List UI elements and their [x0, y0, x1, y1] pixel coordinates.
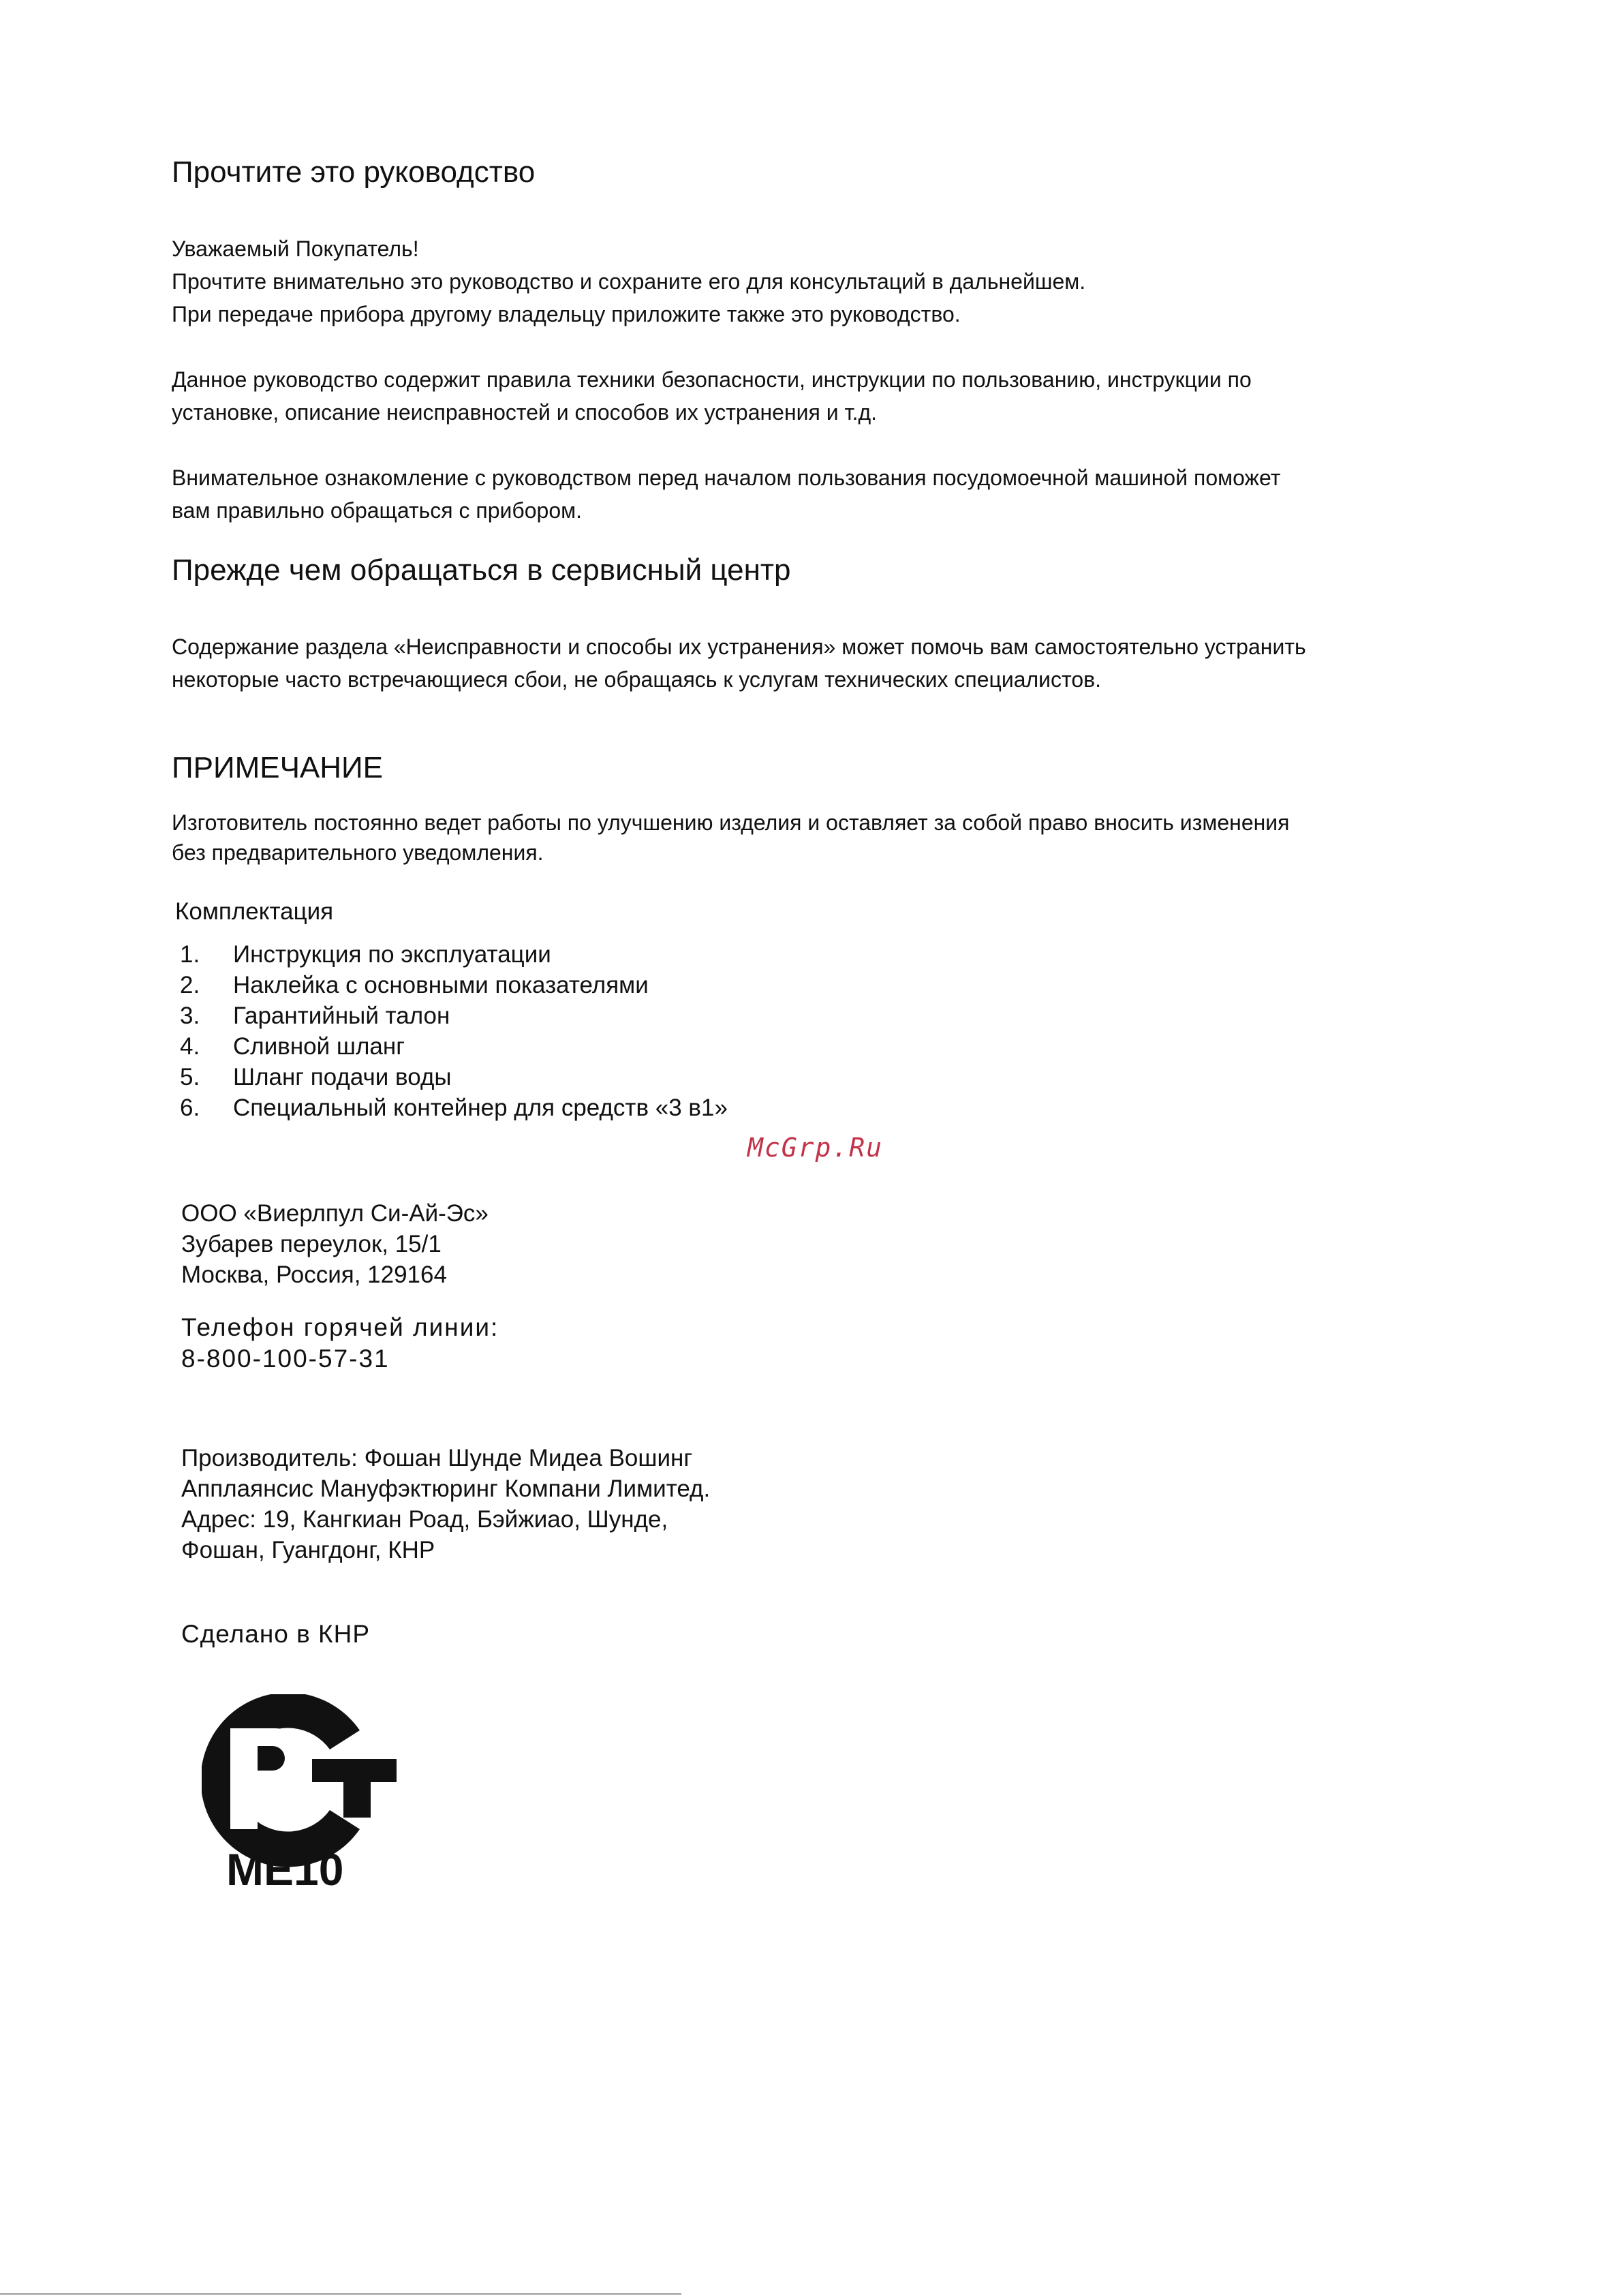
list-item-number: 6. — [180, 1095, 200, 1121]
list-item — [180, 939, 728, 970]
list-item-number: 2. — [180, 972, 200, 998]
text-line: вам правильно обращаться с прибором. — [172, 498, 583, 523]
text-line: При передаче прибора другому владельцу приложите также это руководство. — [172, 302, 961, 326]
paragraph-note — [172, 808, 1289, 868]
list-item-number: 4. — [180, 1033, 200, 1060]
list-item — [180, 1092, 728, 1123]
pct-certification-mark-icon — [202, 1694, 406, 1892]
manufacturer-info — [181, 1443, 710, 1565]
text-line: некоторые часто встречающиеся сбои, не обращаясь к услугам технических специалистов. — [172, 667, 1102, 692]
list-item — [180, 1062, 728, 1092]
watermark: McGrp.Ru — [747, 1133, 884, 1163]
text-line: Прочтите внимательно это руководство и сохраните его для консультаций в дальнейшем. — [172, 269, 1086, 294]
manufacturer-line: Производитель: Фошан Шунде Мидеа Вошинг — [181, 1445, 693, 1471]
text-line: Данное руководство содержит правила техники безопасности, инструкции по пользованию, инструкции по — [172, 367, 1252, 392]
text-line: Внимательное ознакомление с руководством перед началом пользования посудомоечной машиной поможет — [172, 465, 1281, 490]
list-item-number: 1. — [180, 941, 200, 968]
kit-title: Комплектация — [175, 898, 334, 925]
greeting-text: Уважаемый Покупатель! — [172, 236, 419, 261]
text-line: установке, описание неисправностей и способов их устранения и т.д. — [172, 400, 878, 425]
manufacturer-line: Апплаянсис Мануфэктюринг Компани Лимитед. — [181, 1475, 711, 1502]
heading-service-center: Прежде чем обращаться в сервисный центр — [172, 553, 791, 587]
paragraph-greeting — [172, 232, 1085, 331]
manufacturer-line: Адрес: 19, Кангкиан Роад, Бэйжиао, Шунде, — [181, 1506, 668, 1533]
address-line: Зубарев переулок, 15/1 — [181, 1231, 442, 1257]
hotline-label: Телефон горячей линии: — [181, 1313, 499, 1341]
list-item — [180, 1031, 728, 1062]
kit-list — [180, 939, 728, 1123]
certification-code: ME10 — [226, 1844, 344, 1892]
list-item-text: Гарантийный талон — [233, 1002, 450, 1029]
text-line: Изготовитель постоянно ведет работы по улучшению изделия и оставляет за собой право вносить изменения — [172, 810, 1290, 835]
manufacturer-line: Фошан, Гуангдонг, КНР — [181, 1537, 435, 1563]
list-item-number: 5. — [180, 1064, 200, 1090]
made-in-label: Сделано в КНР — [181, 1620, 371, 1648]
list-item — [180, 970, 728, 1000]
hotline-number: 8-800-100-57-31 — [181, 1345, 390, 1373]
list-item-text: Сливной шланг — [233, 1033, 405, 1060]
heading-read-manual: Прочтите это руководство — [172, 155, 536, 189]
paragraph-service — [172, 630, 1306, 696]
bottom-divider — [0, 2293, 681, 2295]
paragraph-attention — [172, 461, 1280, 527]
company-address — [181, 1198, 489, 1290]
heading-note: ПРИМЕЧАНИЕ — [172, 751, 384, 784]
hotline — [181, 1312, 499, 1375]
list-item-text: Инструкция по эксплуатации — [233, 941, 551, 968]
text-line: без предварительного уведомления. — [172, 840, 544, 865]
list-item — [180, 1000, 728, 1031]
paragraph-contents — [172, 363, 1252, 429]
address-line: Москва, Россия, 129164 — [181, 1261, 447, 1288]
list-item-text: Специальный контейнер для средств «3 в1» — [233, 1095, 728, 1121]
address-line: ООО «Виерлпул Си-Ай-Эс» — [181, 1200, 489, 1227]
list-item-text: Шланг подачи воды — [233, 1064, 452, 1090]
list-item-text: Наклейка с основными показателями — [233, 972, 649, 998]
list-item-number: 3. — [180, 1002, 200, 1029]
text-line: Содержание раздела «Неисправности и способы их устранения» может помочь вам самостоятельно устранить — [172, 634, 1306, 659]
